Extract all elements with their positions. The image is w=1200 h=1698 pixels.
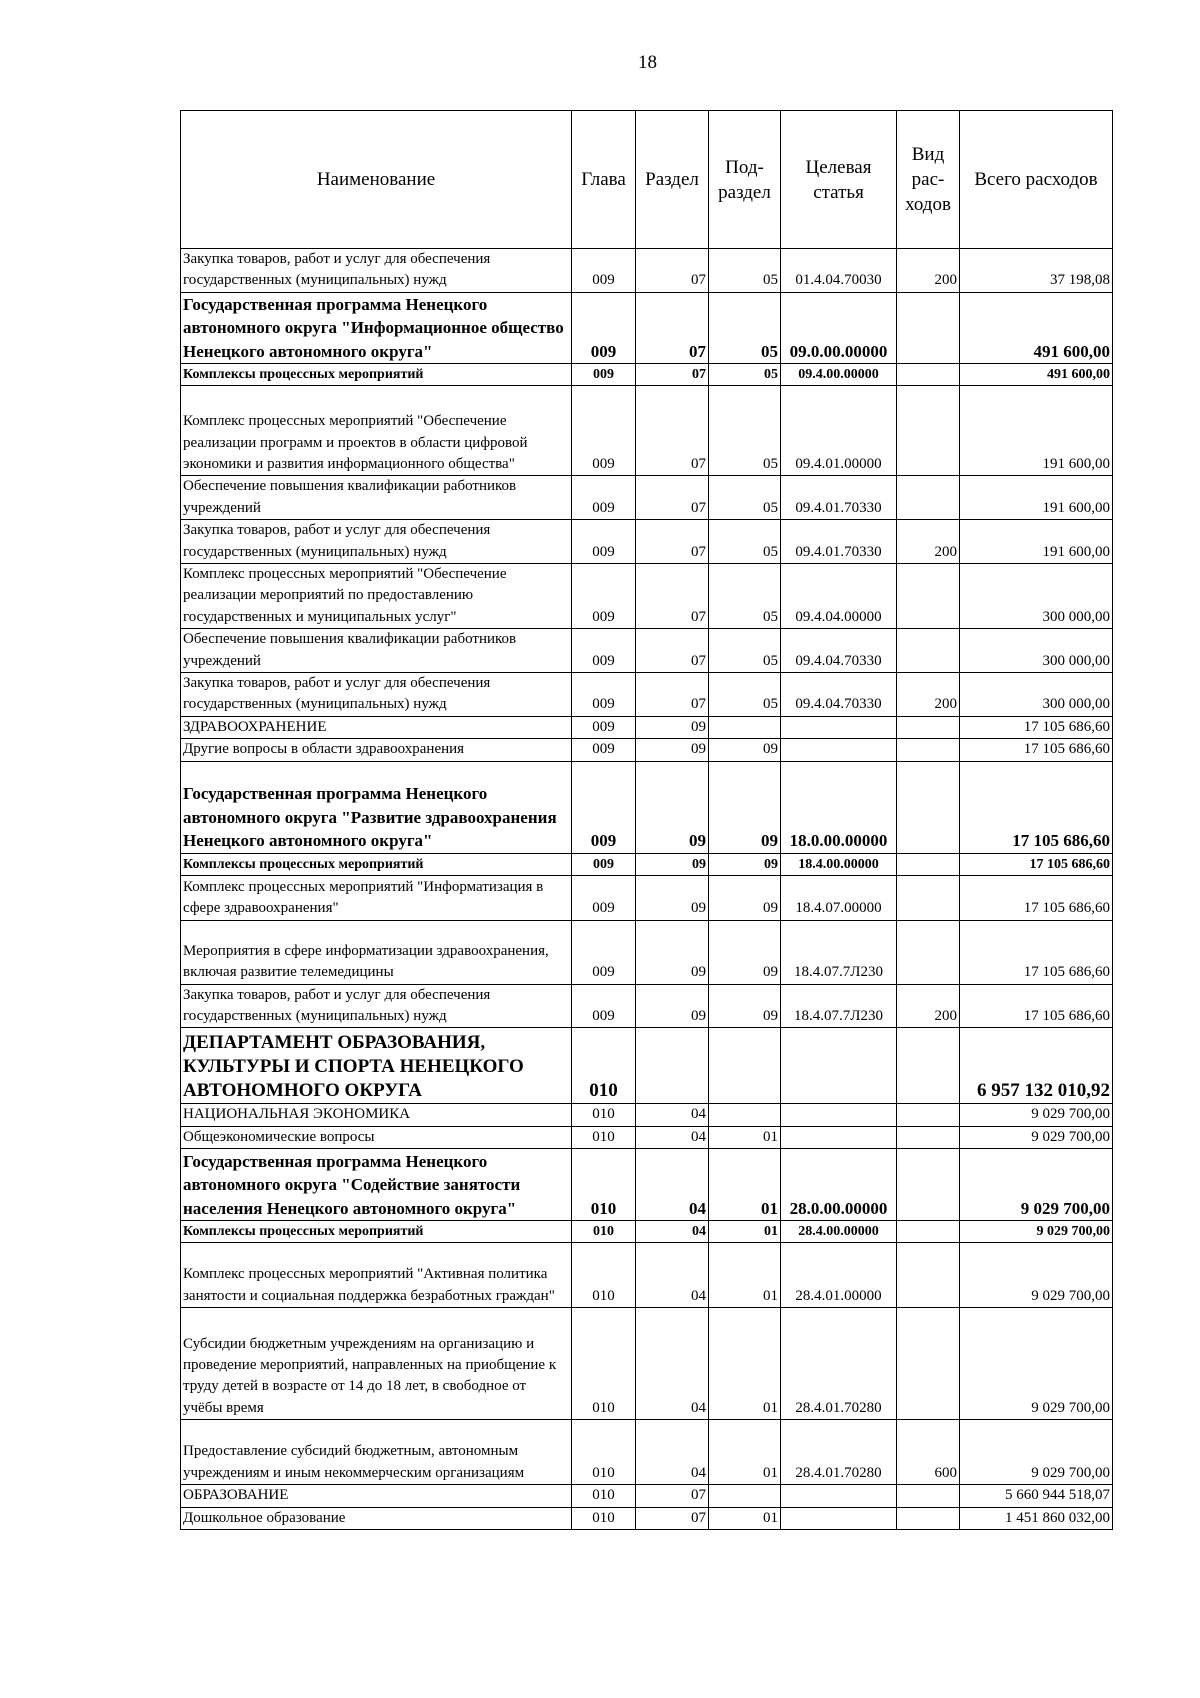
cell-chapter: 009 [572, 853, 636, 875]
cell-total: 17 105 686,60 [960, 853, 1113, 875]
cell-chapter: 009 [572, 984, 636, 1028]
cell-target: 28.4.01.70280 [781, 1420, 897, 1485]
cell-section: 07 [636, 292, 709, 364]
cell-section: 07 [636, 476, 709, 520]
cell-type: 200 [897, 249, 960, 293]
table-row [181, 1028, 1113, 1104]
table-row [181, 672, 1113, 716]
cell-type [897, 364, 960, 386]
cell-subsection: 05 [709, 364, 781, 386]
cell-type [897, 1507, 960, 1529]
cell-name: Комплекс процессных мероприятий "Активная политика занятости и социальная поддержка безработных граждан" [181, 1243, 572, 1308]
cell-chapter: 009 [572, 761, 636, 853]
cell-section: 09 [636, 984, 709, 1028]
cell-target: 18.4.07.7Л230 [781, 984, 897, 1028]
cell-subsection: 09 [709, 761, 781, 853]
header-target: Целевая статья [781, 111, 897, 249]
cell-total: 17 105 686,60 [960, 761, 1113, 853]
table-row [181, 1507, 1113, 1529]
cell-type [897, 1126, 960, 1148]
cell-total: 9 029 700,00 [960, 1243, 1113, 1308]
cell-total: 491 600,00 [960, 364, 1113, 386]
cell-total: 9 029 700,00 [960, 1221, 1113, 1243]
cell-chapter: 009 [572, 563, 636, 628]
cell-target: 18.4.00.00000 [781, 853, 897, 875]
table-header-row [181, 111, 1113, 249]
cell-name: Государственная программа Ненецкого автономного округа "Информационное общество Ненецкого автономного округа" [181, 292, 572, 364]
cell-type [897, 1243, 960, 1308]
cell-name: Дошкольное образование [181, 1507, 572, 1529]
cell-name: Закупка товаров, работ и услуг для обеспечения государственных (муниципальных) нужд [181, 984, 572, 1028]
cell-type [897, 629, 960, 673]
cell-subsection: 09 [709, 853, 781, 875]
cell-target: 18.4.07.00000 [781, 875, 897, 920]
table-row [181, 920, 1113, 984]
table-row [181, 629, 1113, 673]
cell-subsection: 01 [709, 1149, 781, 1221]
cell-target [781, 1126, 897, 1148]
header-type: Вид рас- ходов [897, 111, 960, 249]
cell-chapter: 010 [572, 1221, 636, 1243]
cell-type: 600 [897, 1420, 960, 1485]
cell-target: 09.4.04.00000 [781, 563, 897, 628]
header-subsection: Под- раздел [709, 111, 781, 249]
cell-name: Комплексы процессных мероприятий [181, 364, 572, 386]
cell-total: 9 029 700,00 [960, 1149, 1113, 1221]
cell-name: Предоставление субсидий бюджетным, автономным учреждениям и иным некоммерческим организациям [181, 1420, 572, 1485]
header-chapter: Глава [572, 111, 636, 249]
cell-target: 28.0.00.00000 [781, 1149, 897, 1221]
cell-name: Обеспечение повышения квалификации работников учреждений [181, 476, 572, 520]
table-row [181, 875, 1113, 920]
cell-type [897, 476, 960, 520]
cell-total: 5 660 944 518,07 [960, 1485, 1113, 1507]
cell-section: 07 [636, 563, 709, 628]
cell-total: 37 198,08 [960, 249, 1113, 293]
cell-section: 04 [636, 1308, 709, 1420]
cell-total: 17 105 686,60 [960, 739, 1113, 761]
table-row [181, 1104, 1113, 1126]
cell-chapter: 009 [572, 364, 636, 386]
cell-subsection: 09 [709, 875, 781, 920]
cell-chapter: 010 [572, 1507, 636, 1529]
cell-subsection: 01 [709, 1420, 781, 1485]
cell-total: 9 029 700,00 [960, 1308, 1113, 1420]
cell-type [897, 292, 960, 364]
cell-target: 28.4.01.00000 [781, 1243, 897, 1308]
cell-chapter: 010 [572, 1308, 636, 1420]
cell-section: 07 [636, 629, 709, 673]
cell-type [897, 386, 960, 476]
cell-target: 09.4.04.70330 [781, 629, 897, 673]
cell-chapter: 009 [572, 386, 636, 476]
table-row [181, 1243, 1113, 1308]
cell-subsection [709, 716, 781, 738]
cell-type [897, 853, 960, 875]
cell-name: НАЦИОНАЛЬНАЯ ЭКОНОМИКА [181, 1104, 572, 1126]
table-row [181, 1485, 1113, 1507]
cell-section: 04 [636, 1126, 709, 1148]
cell-target [781, 716, 897, 738]
table-row [181, 386, 1113, 476]
cell-type [897, 1028, 960, 1104]
table-row [181, 984, 1113, 1028]
cell-section: 09 [636, 716, 709, 738]
cell-chapter: 010 [572, 1243, 636, 1308]
cell-section: 07 [636, 1485, 709, 1507]
cell-subsection: 05 [709, 292, 781, 364]
table-body [181, 249, 1113, 1530]
cell-type: 200 [897, 984, 960, 1028]
cell-chapter: 010 [572, 1149, 636, 1221]
cell-type [897, 761, 960, 853]
cell-target: 18.0.00.00000 [781, 761, 897, 853]
cell-subsection [709, 1028, 781, 1104]
budget-table [180, 110, 1113, 1530]
cell-chapter: 010 [572, 1028, 636, 1104]
cell-chapter: 010 [572, 1485, 636, 1507]
cell-subsection: 05 [709, 386, 781, 476]
cell-name: Комплексы процессных мероприятий [181, 1221, 572, 1243]
cell-chapter: 009 [572, 739, 636, 761]
table-row [181, 761, 1113, 853]
cell-total: 6 957 132 010,92 [960, 1028, 1113, 1104]
cell-name: Государственная программа Ненецкого автономного округа "Содействие занятости населения Ненецкого автономного округа" [181, 1149, 572, 1221]
cell-subsection: 01 [709, 1243, 781, 1308]
cell-name: Государственная программа Ненецкого автономного округа "Развитие здравоохранения Ненецкого автономного округа" [181, 761, 572, 853]
cell-subsection [709, 1485, 781, 1507]
cell-subsection: 01 [709, 1221, 781, 1243]
cell-name: ОБРАЗОВАНИЕ [181, 1485, 572, 1507]
cell-target [781, 1104, 897, 1126]
cell-subsection: 01 [709, 1126, 781, 1148]
cell-type [897, 1149, 960, 1221]
cell-target: 28.4.00.00000 [781, 1221, 897, 1243]
cell-total: 17 105 686,60 [960, 875, 1113, 920]
cell-section: 04 [636, 1104, 709, 1126]
cell-section: 04 [636, 1149, 709, 1221]
header-section: Раздел [636, 111, 709, 249]
header-total: Всего расходов [960, 111, 1113, 249]
cell-name: Другие вопросы в области здравоохранения [181, 739, 572, 761]
cell-target: 18.4.07.7Л230 [781, 920, 897, 984]
page-number: 18 [638, 52, 657, 73]
table-row [181, 1149, 1113, 1221]
table-row [181, 1126, 1113, 1148]
cell-total: 300 000,00 [960, 563, 1113, 628]
cell-name: Общеэкономические вопросы [181, 1126, 572, 1148]
cell-subsection: 05 [709, 629, 781, 673]
cell-subsection [709, 1104, 781, 1126]
cell-chapter: 009 [572, 476, 636, 520]
cell-target [781, 1507, 897, 1529]
header-name: Наименование [181, 111, 572, 249]
cell-subsection: 05 [709, 672, 781, 716]
cell-section: 09 [636, 853, 709, 875]
cell-name: Комплексы процессных мероприятий [181, 853, 572, 875]
cell-chapter: 009 [572, 672, 636, 716]
cell-target [781, 1485, 897, 1507]
cell-chapter: 009 [572, 249, 636, 293]
cell-section: 09 [636, 875, 709, 920]
cell-total: 191 600,00 [960, 476, 1113, 520]
cell-chapter: 010 [572, 1420, 636, 1485]
table-row [181, 1308, 1113, 1420]
cell-chapter: 009 [572, 629, 636, 673]
cell-subsection: 05 [709, 520, 781, 564]
table-row [181, 853, 1113, 875]
cell-section: 09 [636, 920, 709, 984]
cell-subsection: 01 [709, 1507, 781, 1529]
cell-total: 17 105 686,60 [960, 984, 1113, 1028]
cell-type [897, 920, 960, 984]
cell-total: 191 600,00 [960, 386, 1113, 476]
cell-chapter: 009 [572, 716, 636, 738]
cell-subsection: 09 [709, 739, 781, 761]
cell-section: 07 [636, 386, 709, 476]
cell-section: 07 [636, 249, 709, 293]
cell-type [897, 739, 960, 761]
table-row [181, 520, 1113, 564]
cell-chapter: 009 [572, 292, 636, 364]
cell-type [897, 1221, 960, 1243]
cell-total: 191 600,00 [960, 520, 1113, 564]
cell-section: 07 [636, 672, 709, 716]
cell-chapter: 009 [572, 875, 636, 920]
cell-type [897, 875, 960, 920]
cell-name: Комплекс процессных мероприятий "Информатизация в сфере здравоохранения" [181, 875, 572, 920]
cell-chapter: 009 [572, 520, 636, 564]
cell-name: Закупка товаров, работ и услуг для обеспечения государственных (муниципальных) нужд [181, 520, 572, 564]
cell-total: 17 105 686,60 [960, 716, 1113, 738]
cell-type [897, 563, 960, 628]
cell-total: 9 029 700,00 [960, 1420, 1113, 1485]
cell-subsection: 05 [709, 563, 781, 628]
cell-section: 04 [636, 1243, 709, 1308]
cell-target: 09.4.04.70330 [781, 672, 897, 716]
cell-total: 17 105 686,60 [960, 920, 1113, 984]
cell-subsection: 05 [709, 249, 781, 293]
table-row [181, 364, 1113, 386]
table-row [181, 1420, 1113, 1485]
table-row [181, 1221, 1113, 1243]
cell-name: Закупка товаров, работ и услуг для обеспечения государственных (муниципальных) нужд [181, 672, 572, 716]
cell-chapter: 009 [572, 920, 636, 984]
cell-chapter: 010 [572, 1126, 636, 1148]
cell-subsection: 05 [709, 476, 781, 520]
cell-total: 9 029 700,00 [960, 1126, 1113, 1148]
cell-name: Субсидии бюджетным учреждениям на организацию и проведение мероприятий, направленных на приобщение к труду детей в возрасте от 14 до 18 лет, в свободное от учёбы время [181, 1308, 572, 1420]
cell-target: 09.4.00.00000 [781, 364, 897, 386]
cell-section: 04 [636, 1420, 709, 1485]
table-row [181, 292, 1113, 364]
table-row [181, 249, 1113, 293]
cell-subsection: 01 [709, 1308, 781, 1420]
cell-section: 07 [636, 520, 709, 564]
cell-total: 300 000,00 [960, 629, 1113, 673]
cell-total: 9 029 700,00 [960, 1104, 1113, 1126]
cell-target: 09.4.01.00000 [781, 386, 897, 476]
cell-name: Комплекс процессных мероприятий "Обеспечение реализации программ и проектов в области цифровой экономики и развития информационного общества" [181, 386, 572, 476]
cell-type [897, 1308, 960, 1420]
cell-section: 07 [636, 364, 709, 386]
cell-subsection: 09 [709, 984, 781, 1028]
cell-total: 491 600,00 [960, 292, 1113, 364]
cell-chapter: 010 [572, 1104, 636, 1126]
cell-name: Закупка товаров, работ и услуг для обеспечения государственных (муниципальных) нужд [181, 249, 572, 293]
table-row [181, 716, 1113, 738]
cell-target [781, 739, 897, 761]
cell-name: ДЕПАРТАМЕНТ ОБРАЗОВАНИЯ, КУЛЬТУРЫ И СПОРТА НЕНЕЦКОГО АВТОНОМНОГО ОКРУГА [181, 1028, 572, 1104]
table-row [181, 739, 1113, 761]
cell-type: 200 [897, 672, 960, 716]
cell-type: 200 [897, 520, 960, 564]
cell-type [897, 716, 960, 738]
cell-name: Мероприятия в сфере информатизации здравоохранения, включая развитие телемедицины [181, 920, 572, 984]
cell-section: 09 [636, 739, 709, 761]
cell-section [636, 1028, 709, 1104]
cell-target: 09.0.00.00000 [781, 292, 897, 364]
cell-type [897, 1104, 960, 1126]
cell-target: 09.4.01.70330 [781, 520, 897, 564]
cell-total: 1 451 860 032,00 [960, 1507, 1113, 1529]
cell-subsection: 09 [709, 920, 781, 984]
cell-target: 28.4.01.70280 [781, 1308, 897, 1420]
cell-total: 300 000,00 [960, 672, 1113, 716]
cell-section: 09 [636, 761, 709, 853]
cell-name: ЗДРАВООХРАНЕНИЕ [181, 716, 572, 738]
cell-target: 01.4.04.70030 [781, 249, 897, 293]
table-row [181, 563, 1113, 628]
cell-type [897, 1485, 960, 1507]
cell-target [781, 1028, 897, 1104]
cell-name: Комплекс процессных мероприятий "Обеспечение реализации мероприятий по предоставлению государственных и муниципальных услуг" [181, 563, 572, 628]
cell-section: 07 [636, 1507, 709, 1529]
cell-name: Обеспечение повышения квалификации работников учреждений [181, 629, 572, 673]
cell-target: 09.4.01.70330 [781, 476, 897, 520]
cell-section: 04 [636, 1221, 709, 1243]
table-row [181, 476, 1113, 520]
